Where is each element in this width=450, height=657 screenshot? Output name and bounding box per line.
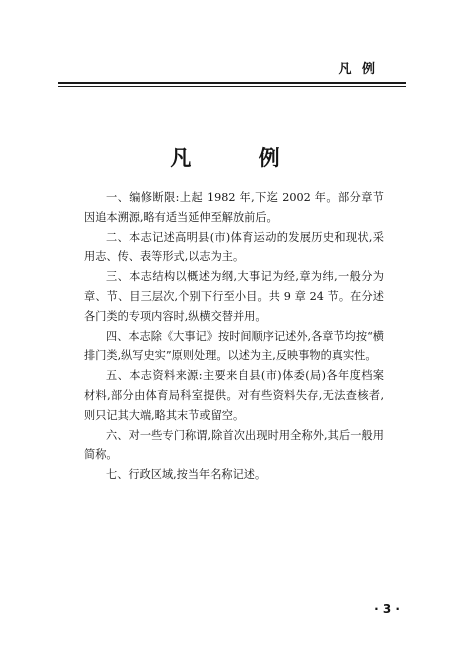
- running-head: 凡 例: [338, 62, 378, 77]
- page-title: 凡 例: [170, 146, 310, 170]
- paragraph-2: 二、本志记述高明县(市)体育运动的发展历史和现状,采用志、传、表等形式,以志为主。: [84, 230, 384, 264]
- body-text: [84, 188, 384, 485]
- header-rule-thick: [58, 82, 406, 84]
- page-number: · 3 ·: [374, 602, 400, 616]
- paragraph-5: 五、本志资料来源:主要来自县(市)体委(局)各年度档案材料,部分由体育局科室提供。对有些资料失存,无法查核者,则只记其大端,略其末节或留空。: [84, 369, 384, 422]
- header-rule-thin: [58, 86, 406, 87]
- paragraph-4: 四、本志除《大事记》按时间顺序记述外,各章节均按“横排门类,纵写史实”原则处理。以述为主,反映事物的真实性。: [84, 329, 384, 363]
- paragraph-1: 一、编修断限:上起 1982 年,下迄 2002 年。部分章节因追本溯源,略有适当延伸至解放前后。: [84, 191, 384, 224]
- paragraph-7: 七、行政区域,按当年名称记述。: [106, 468, 267, 482]
- paragraph-3: 三、本志结构以概述为纲,大事记为经,章为纬,一般分为章、节、目三层次,个别下行至小目。共 9 章 24 节。在分述各门类的专项内容时,纵横交替并用。: [84, 270, 384, 323]
- paragraph-6: 六、对一些专门称谓,除首次出现时用全称外,其后一般用简称。: [84, 428, 384, 462]
